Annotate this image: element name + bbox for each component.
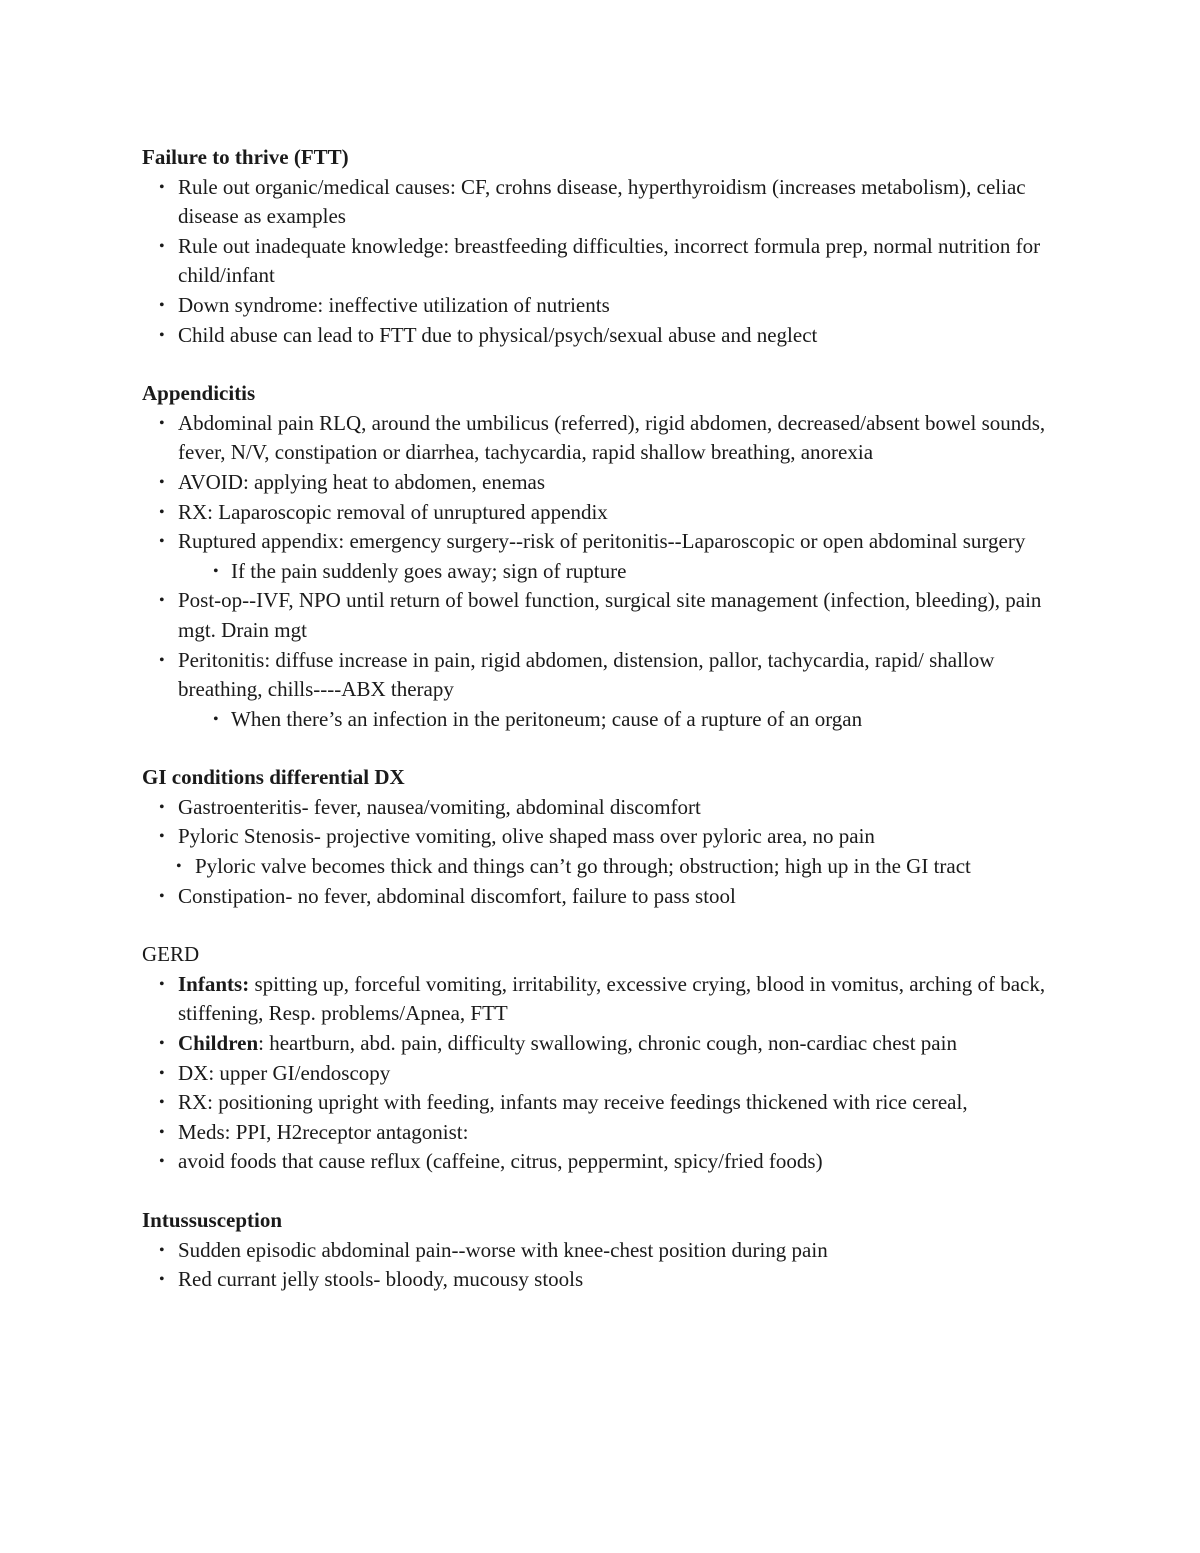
bullet-icon: •: [159, 798, 165, 816]
bullet-list: [142, 1236, 1082, 1295]
list-item: [142, 970, 1082, 1029]
list-item-text: RX: positioning upright with feeding, infants may receive feedings thickened with rice cereal,: [178, 1090, 968, 1115]
bullet-icon: •: [159, 503, 165, 521]
bullet-icon: •: [159, 1241, 165, 1259]
list-item-text: : heartburn, abd. pain, difficulty swallowing, chronic cough, non-cardiac chest pain: [258, 1031, 957, 1056]
list-item: [142, 1059, 1082, 1089]
list-item-text: RX: Laparoscopic removal of unruptured appendix: [178, 499, 608, 524]
list-item: [142, 1236, 1082, 1266]
bullet-icon: •: [159, 296, 165, 314]
bullet-icon: •: [159, 414, 165, 432]
list-item-text: AVOID: applying heat to abdomen, enemas: [178, 469, 546, 494]
list-item-text: Constipation- no fever, abdominal discomfort, failure to pass stool: [178, 883, 736, 908]
list-item: [142, 646, 1082, 705]
list-item-text: When there’s an infection in the peritoneum; cause of a rupture of an organ: [231, 706, 863, 731]
sub-list-item: [142, 557, 1082, 587]
bullet-list: [142, 793, 1082, 911]
bullet-icon: •: [159, 1153, 165, 1171]
list-item-text: DX: upper GI/endoscopy: [178, 1060, 391, 1085]
bullet-icon: •: [159, 887, 165, 905]
list-item: [142, 409, 1082, 468]
section-title: Appendicitis: [142, 381, 256, 406]
list-item-text: If the pain suddenly goes away; sign of rupture: [231, 558, 627, 583]
list-item-text: Gastroenteritis- fever, nausea/vomiting, abdominal discomfort: [178, 794, 701, 819]
section-title: GI conditions differential DX: [142, 765, 405, 790]
list-item-text: Abdominal pain RLQ, around the umbilicus (referred), rigid abdomen, decreased/absent bowel sounds, fever, N/V, constipation or diarrhea, tachycardia, rapid shallow breathing, anorexia: [178, 410, 1046, 465]
section-title: GERD: [142, 942, 200, 967]
list-item-text: Meds: PPI, H2receptor antagonist:: [178, 1119, 469, 1144]
list-item: [142, 173, 1082, 232]
list-item-text: Rule out organic/medical causes: CF, crohns disease, hyperthyroidism (increases metabolism), celiac disease as examples: [178, 174, 1026, 229]
list-item: [142, 527, 1082, 557]
list-item-label: Infants:: [178, 971, 250, 996]
list-item: [142, 1029, 1082, 1059]
list-item-text: avoid foods that cause reflux (caffeine, citrus, peppermint, spicy/fried foods): [178, 1149, 823, 1174]
bullet-icon: •: [159, 1064, 165, 1082]
bullet-icon: •: [159, 1035, 165, 1053]
list-item-text: Child abuse can lead to FTT due to physical/psych/sexual abuse and neglect: [178, 322, 818, 347]
list-item-text: Ruptured appendix: emergency surgery--risk of peritonitis--Laparoscopic or open abdominal surgery: [178, 529, 1026, 554]
bullet-icon: •: [176, 858, 182, 876]
bullet-icon: •: [159, 326, 165, 344]
list-item: [142, 882, 1082, 912]
list-item-text: Rule out inadequate knowledge: breastfeeding difficulties, incorrect formula prep, normal nutrition for child/infant: [178, 233, 1041, 288]
section-title: Intussusception: [142, 1208, 283, 1232]
list-item-label: Children: [178, 1031, 259, 1056]
section-gerd: [142, 940, 1082, 1177]
section-failure-to-thrive: [142, 143, 1082, 350]
list-item-text: Pyloric valve becomes thick and things can’t go through; obstruction; high up in the GI tract: [195, 854, 971, 879]
list-item-text: Post-op--IVF, NPO until return of bowel function, surgical site management (infection, bleeding), pain mgt. Drain mgt: [178, 588, 1042, 642]
bullet-icon: •: [213, 562, 219, 580]
list-item-text: Down syndrome: ineffective utilization of nutrients: [178, 292, 610, 317]
bullet-icon: •: [159, 975, 165, 993]
bullet-icon: •: [159, 1094, 165, 1112]
list-item: [142, 586, 1082, 645]
bullet-icon: •: [159, 1123, 165, 1141]
list-item: [142, 1265, 1082, 1295]
list-item-text: Pyloric Stenosis- projective vomiting, olive shaped mass over pyloric area, no pain: [178, 824, 875, 849]
list-item-text: spitting up, forceful vomiting, irritability, excessive crying, blood in vomitus, arching of back, stiffening, Resp. problems/Apnea, FTT: [178, 971, 1046, 1026]
list-item: [142, 468, 1082, 498]
list-item: [142, 822, 1082, 852]
list-item: [142, 793, 1082, 823]
list-item: [142, 321, 1082, 351]
list-item: [142, 291, 1082, 321]
bullet-icon: •: [159, 178, 165, 196]
document-page: [142, 143, 1082, 1324]
list-item: [142, 1118, 1082, 1148]
bullet-list: [142, 173, 1082, 351]
list-item: [142, 1088, 1082, 1118]
bullet-icon: •: [159, 533, 165, 551]
bullet-icon: •: [159, 828, 165, 846]
bullet-icon: •: [159, 237, 165, 255]
bullet-icon: •: [159, 473, 165, 491]
sub-list-item: [142, 705, 1082, 735]
bullet-icon: •: [159, 592, 165, 610]
list-item: [142, 498, 1082, 528]
section-title: Failure to thrive (FTT): [142, 145, 349, 169]
list-item-text: Sudden episodic abdominal pain--worse with knee-chest position during pain: [178, 1237, 828, 1262]
bullet-list: [142, 409, 1082, 735]
list-item: [142, 1147, 1082, 1177]
list-item: [142, 232, 1082, 291]
bullet-list: [142, 970, 1082, 1177]
sub-list-item: [142, 852, 1082, 882]
section-gi-differential: [142, 763, 1082, 911]
section-appendicitis: [142, 379, 1082, 734]
list-item-text: Red currant jelly stools- bloody, mucousy stools: [178, 1267, 584, 1292]
bullet-icon: •: [159, 651, 165, 669]
section-intussusception: [142, 1206, 1082, 1295]
bullet-icon: •: [213, 710, 219, 728]
bullet-icon: •: [159, 1271, 165, 1289]
list-item-text: Peritonitis: diffuse increase in pain, rigid abdomen, distension, pallor, tachycardia, rapid/ shallow breathing, chills----ABX therapy: [178, 647, 995, 702]
